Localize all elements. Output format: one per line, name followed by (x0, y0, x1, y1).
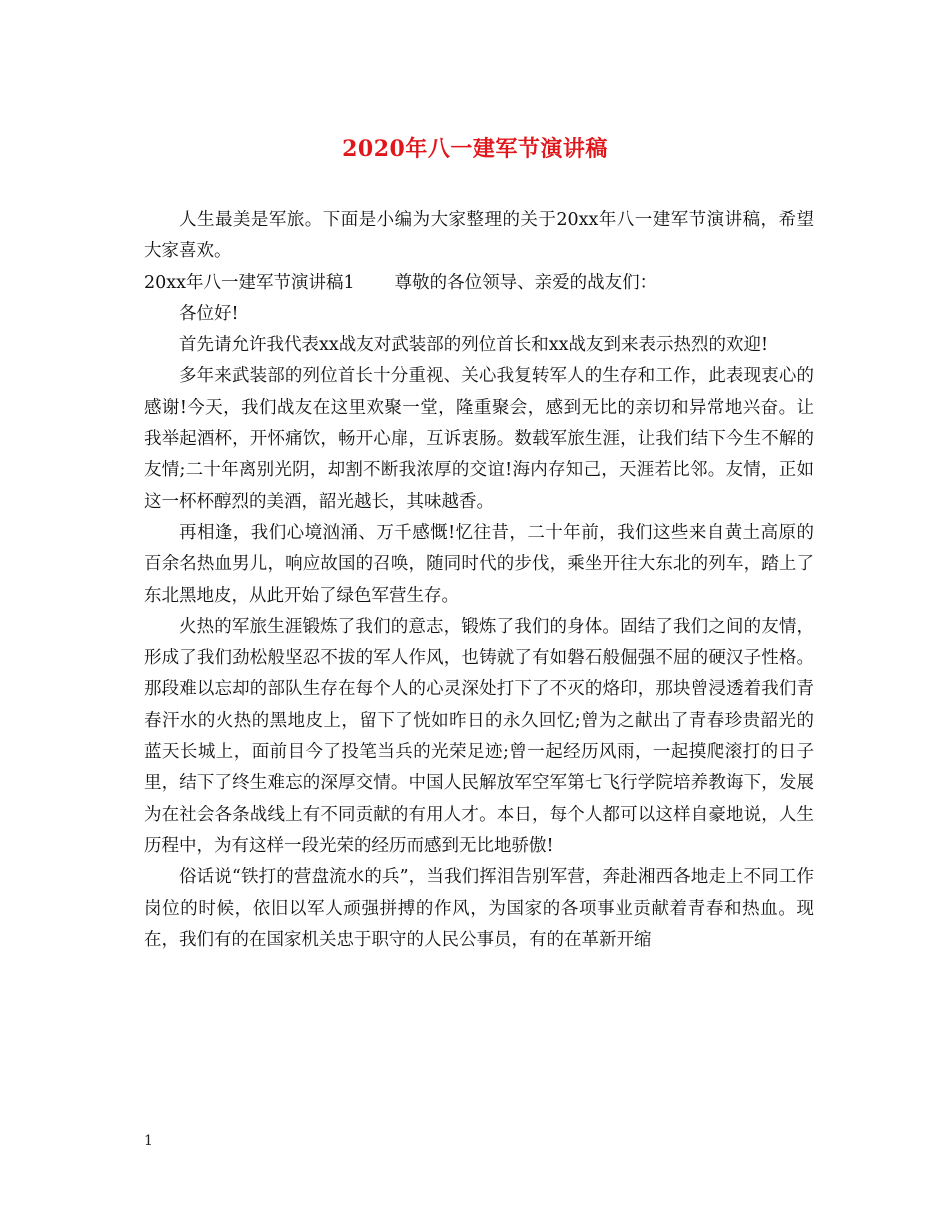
body-paragraph: 各位好! (179, 303, 239, 324)
speech-heading-line (144, 268, 814, 299)
body-paragraph: 火热的军旅生涯锻炼了我们的意志，锻炼了我们的身体。固结了我们之间的友情，形成了我们劲松般坚忍不拔的军人作风，也铸就了有如磐石般倔强不屈的硬汉子性格。那段难以忘却的部队生存在每个人的心灵深处打下了不灭的烙印，那块曾浸透着我们青春汗水的火热的黑地皮上，留下了恍如昨日的永久回忆;曾为之献出了青春珍贵韶光的蓝天长城上，面前目今了投笔当兵的光荣足迹;曾一起经历风雨，一起摸爬滚打的日子里，结下了终生难忘的深厚交情。中国人民解放军空军第七飞行学院培养教诲下，发展为在社会各条战线上有不同贡献的有用人才。本日，每个人都可以这样自豪地说，人生历程中，为有这样一段光荣的经历而感到无比地骄傲! (144, 616, 814, 856)
body-paragraph: 再相逢，我们心境汹涌、万千感慨!忆往昔，二十年前，我们这些来自黄土高原的百余名热血男儿，响应故国的召唤，随同时代的步伐，乘坐开往大东北的列车，踏上了东北黑地皮，从此开始了绿色军营生存。 (144, 522, 814, 606)
body-paragraph: 多年来武装部的列位首长十分重视、关心我复转军人的生存和工作，此表现衷心的感谢!今天，我们战友在这里欢聚一堂，隆重聚会，感到无比的亲切和异常地兴奋。让我举起酒杯，开怀痛饮，畅开心扉，互诉衷肠。数载军旅生涯，让我们结下今生不解的友情;二十年离别光阴，却割不断我浓厚的交谊!海内存知己，天涯若比邻。友情，正如这一杯杯醇烈的美酒，韶光越长，其味越香。 (144, 366, 814, 512)
speech-greeting: 尊敬的各位领导、亲爱的战友们： (394, 272, 658, 293)
intro-paragraph: 人生最美是军旅。下面是小编为大家整理的关于20xx年八一建军节演讲稿，希望大家喜欢。 (144, 210, 814, 262)
document-title: 2020年八一建军节演讲稿 (342, 136, 608, 162)
speech-heading: 20xx年八一建军节演讲稿1 (144, 272, 355, 293)
body-paragraph: 首先请允许我代表xx战友对武装部的列位首长和xx战友到来表示热烈的欢迎! (179, 335, 769, 356)
document-body (144, 205, 814, 956)
body-paragraph: 俗话说“铁打的营盘流水的兵”，当我们挥泪告别军营，奔赴湘西各地走上不同工作岗位的时候，依旧以军人顽强拼搏的作风，为国家的各项事业贡献着青春和热血。现在，我们有的在国家机关忠于职守的人民公事员，有的在革新开缩 (144, 867, 814, 950)
page-number: 1 (144, 1133, 153, 1149)
